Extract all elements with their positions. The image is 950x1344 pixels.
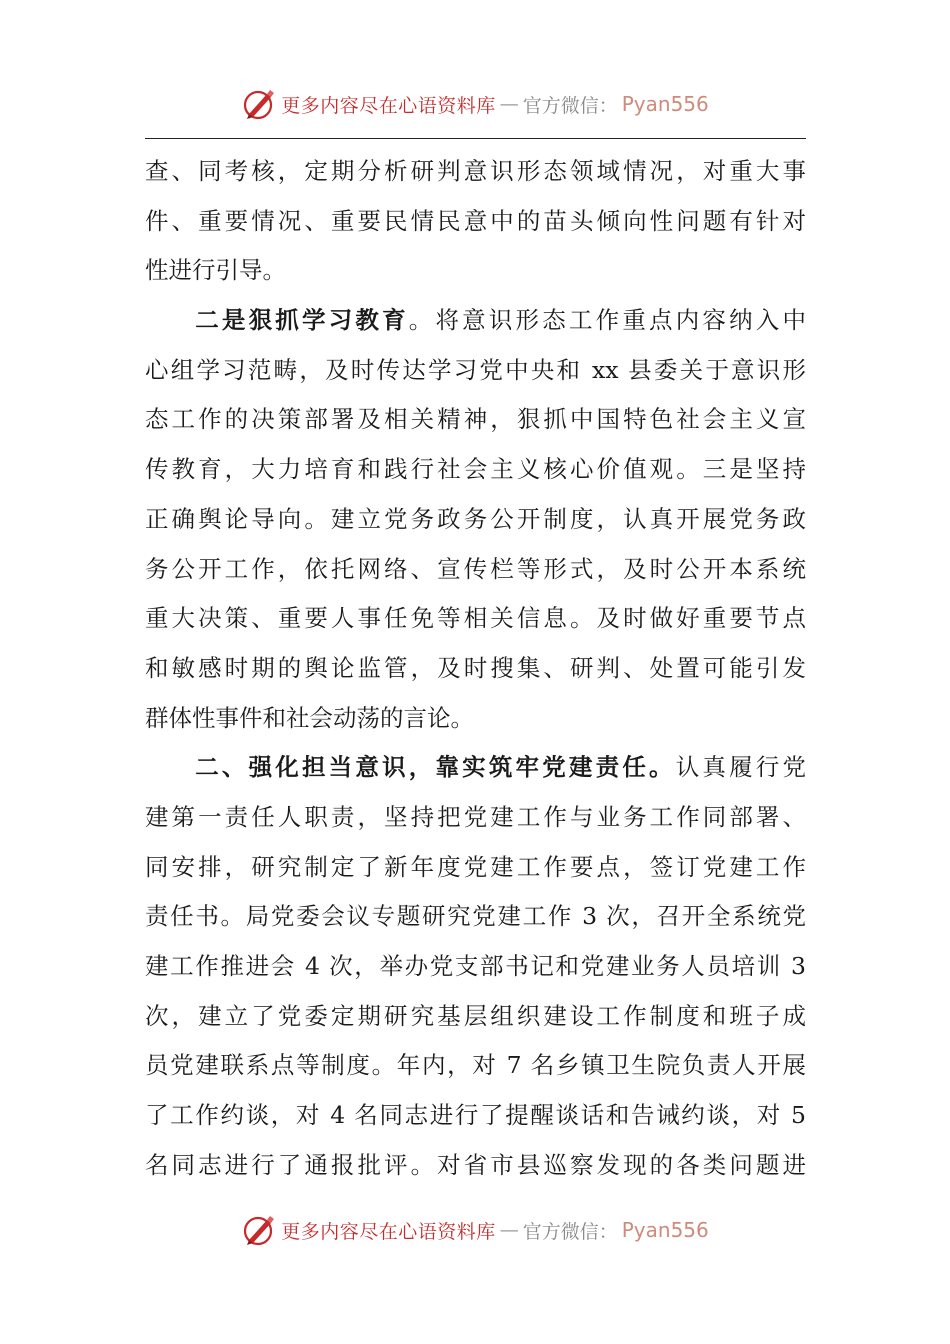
text-line: 名同志进行了通报批评。对省市县巡察发现的各类问题进 (145, 1150, 806, 1179)
text-line: 态工作的决策部署及相关精神，狠抓中国特色社会主义宣 (145, 405, 806, 434)
text-line: 正确舆论导向。建立党务政务公开制度，认真开展党务政 (145, 504, 806, 533)
paragraph-heading-line (145, 296, 806, 346)
text-line: 查、同考核，定期分析研判意识形态领域情况，对重大事 (145, 157, 806, 185)
footer-banner-content (241, 1212, 709, 1248)
header-divider (145, 138, 806, 139)
banner-wechat-id: Pyan556 (621, 92, 709, 116)
section-heading-bold: 二、强化担当意识，靠实筑牢党建责任。 (192, 753, 676, 782)
text-line: 和敏感时期的舆论监管，及时搜集、研判、处置可能引发 (145, 653, 806, 682)
text-line: 件、重要情况、重要民情民意中的苗头倾向性问题有针对 (145, 206, 806, 235)
banner-separator: — (499, 93, 519, 115)
text-line: 务公开工作，依托网络、宣传栏等形式，及时公开本系统 (145, 554, 806, 583)
banner-slogan: 更多内容尽在心语资料库 (281, 94, 496, 117)
text-line: 心组学习范畴，及时传达学习党中央和 xx 县委关于意识形 (145, 355, 806, 384)
header-banner (0, 82, 950, 126)
document-body (145, 147, 806, 1190)
paragraph-heading-bold: 二是狠抓学习教育 (192, 306, 409, 335)
text-line: 性进行引导。 (145, 256, 286, 285)
text-line: 员党建联系点等制度。年内，对 7 名乡镇卫生院负责人开展 (145, 1051, 806, 1080)
banner-wechat-id: Pyan556 (621, 1218, 709, 1242)
text-line: 次，建立了党委定期研究基层组织建设工作制度和班子成 (145, 1001, 806, 1030)
text-line: 同安排，研究制定了新年度党建工作要点，签订党建工作 (145, 852, 806, 881)
text-line: 重大决策、重要人事任免等相关信息。及时做好重要节点 (145, 604, 806, 633)
banner-slogan: 更多内容尽在心语资料库 (281, 1220, 496, 1243)
paragraph-heading-rest: 。将意识形态工作重点内容纳入中 (408, 306, 806, 335)
banner-wechat-label: 官方微信： (522, 1220, 618, 1243)
pen-logo-icon (241, 1212, 277, 1248)
text-line: 群体性事件和社会动荡的言论。 (145, 703, 474, 732)
text-line: 责任书。局党委会议专题研究党建工作 3 次，召开全系统党 (145, 902, 806, 931)
pen-logo-icon (241, 86, 277, 122)
banner-wechat-label: 官方微信： (522, 94, 618, 117)
text-line: 了工作约谈，对 4 名同志进行了提醒谈话和告诫约谈，对 5 (145, 1101, 806, 1130)
text-line: 传教育，大力培育和践行社会主义核心价值观。三是坚持 (145, 455, 806, 484)
section-heading-line (145, 743, 806, 793)
header-banner-content (241, 86, 709, 122)
text-line: 建第一责任人职责，坚持把党建工作与业务工作同部署、 (145, 802, 806, 831)
section-heading-rest: 认真履行党 (675, 753, 806, 782)
text-line: 建工作推进会 4 次，举办党支部书记和党建业务人员培训 3 (145, 952, 806, 980)
footer-banner (0, 1208, 950, 1252)
banner-separator: — (499, 1219, 519, 1241)
